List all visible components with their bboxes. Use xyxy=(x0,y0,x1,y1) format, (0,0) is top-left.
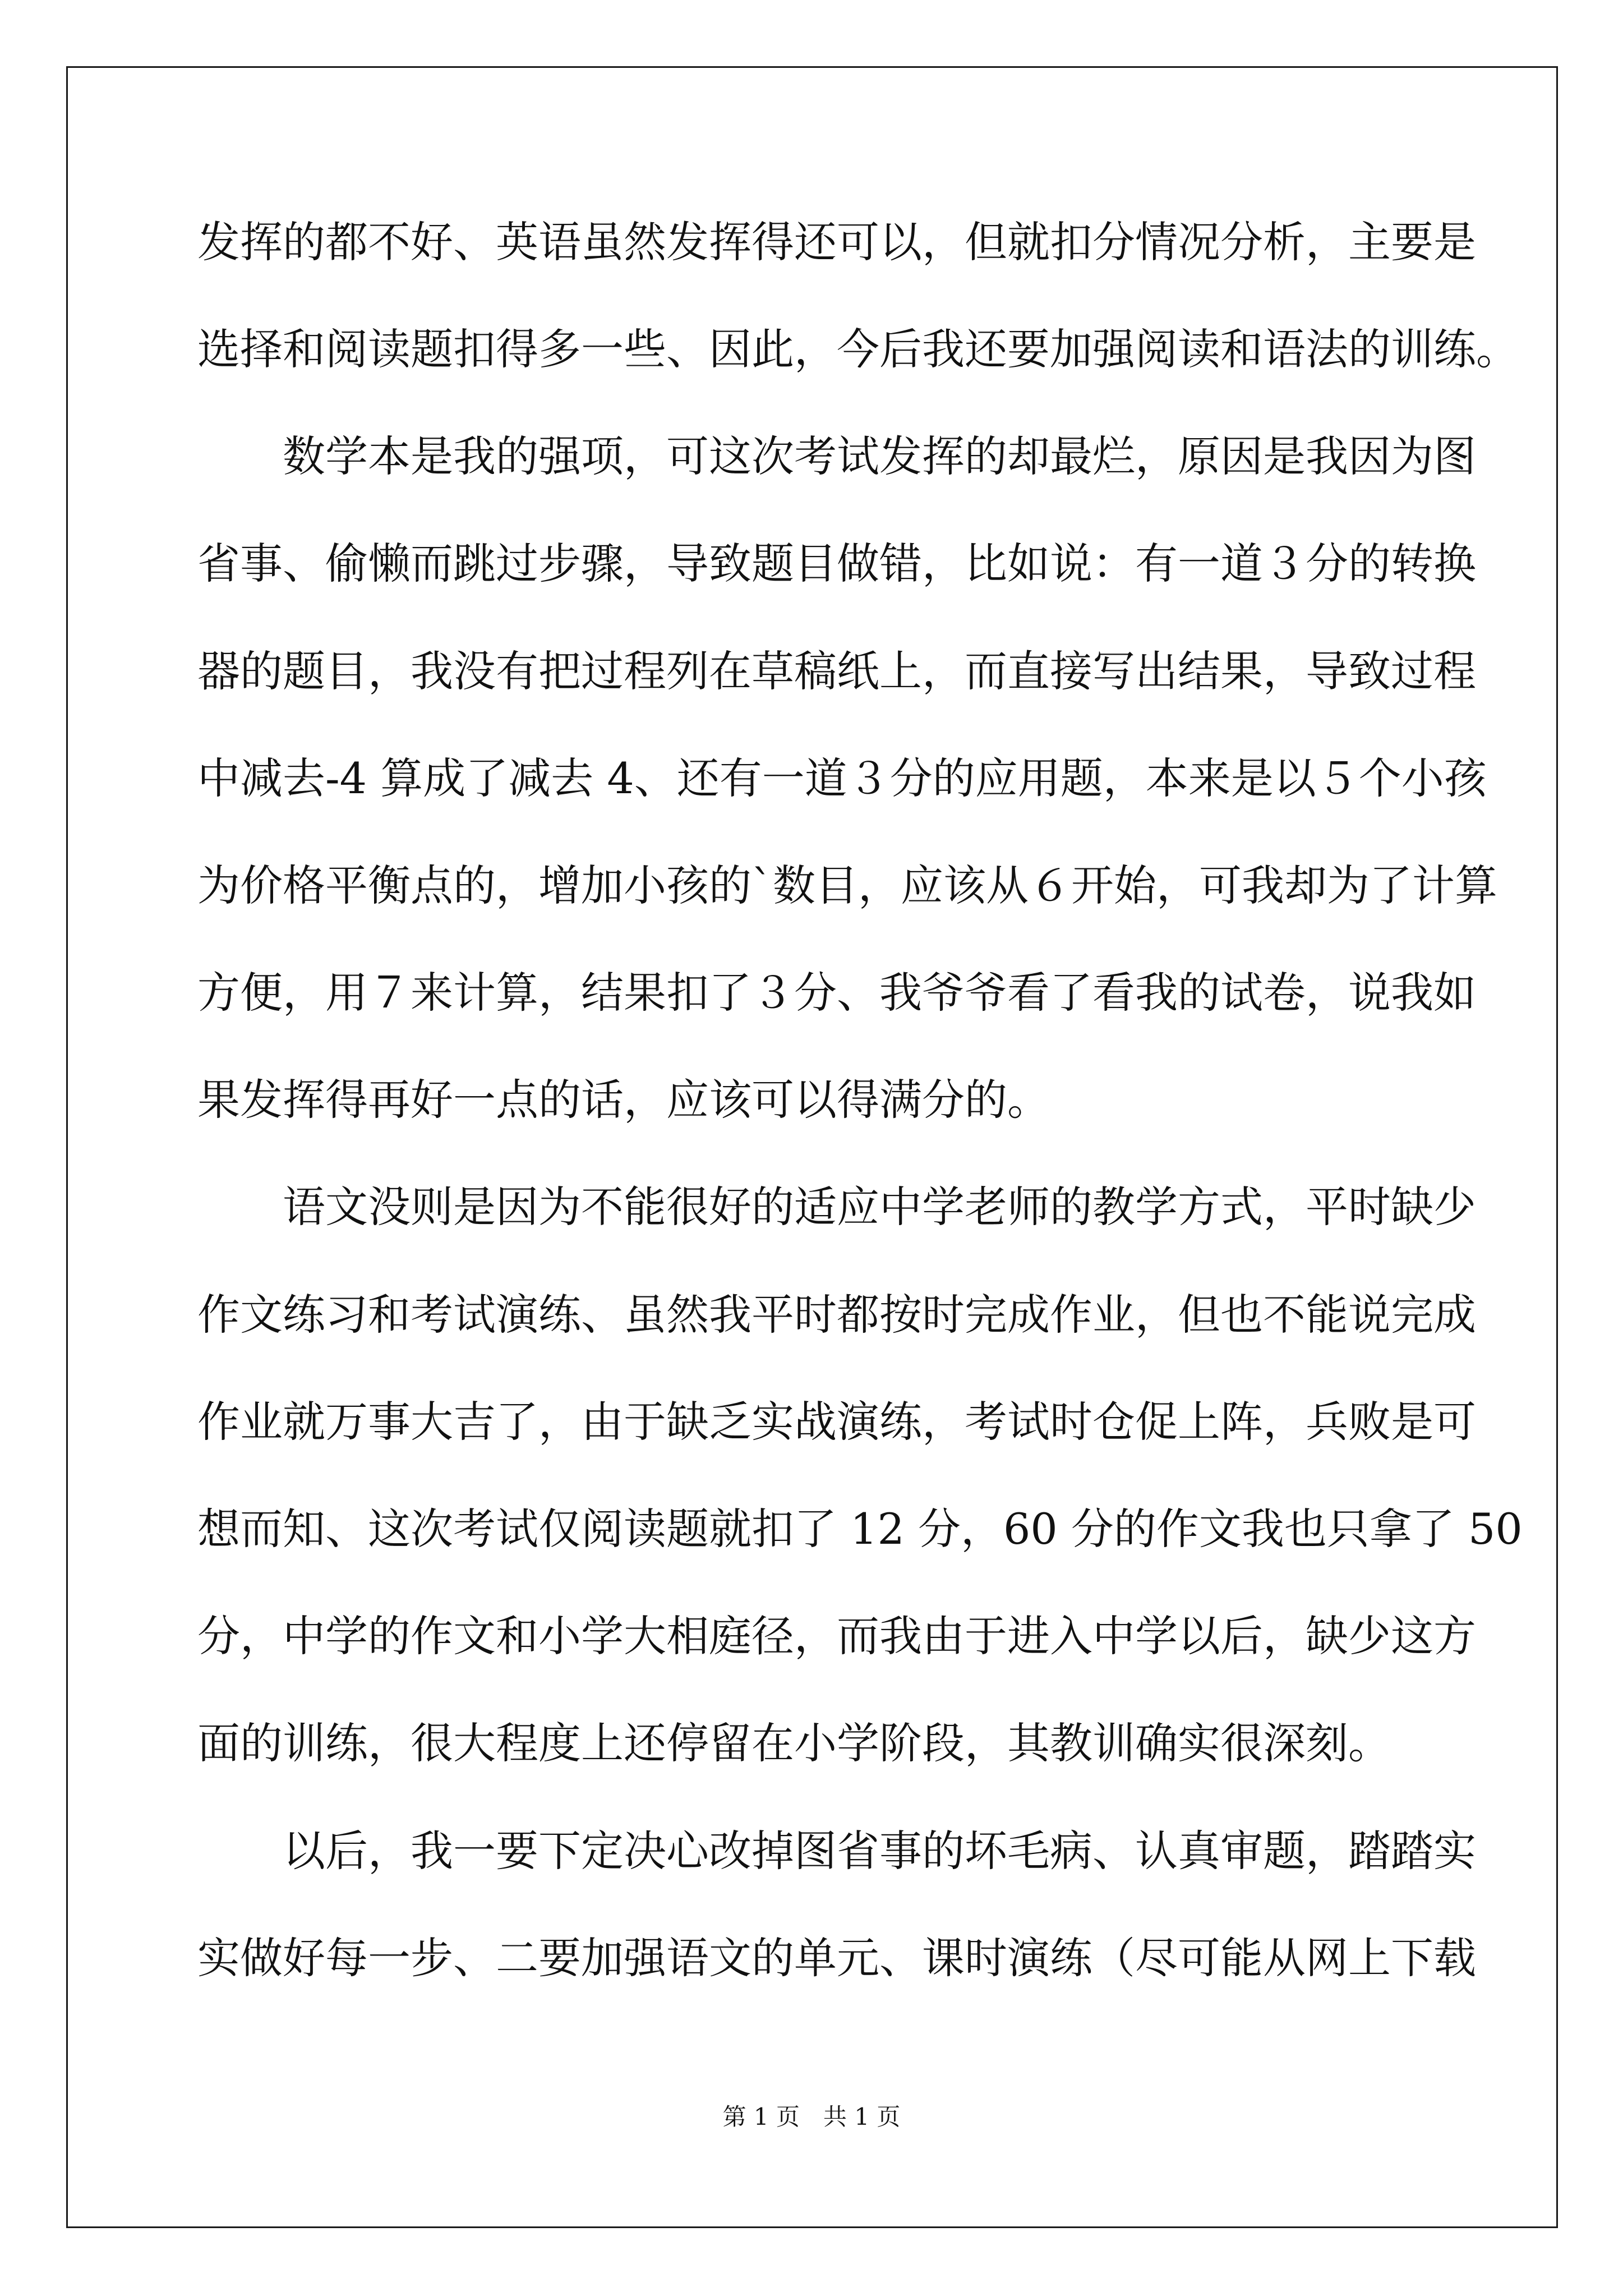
text-line: 果发挥得再好一点的话，应该可以得满分的。 xyxy=(197,1075,1050,1125)
text-line: 省事、偷懒而跳过步骤，导致题目做错，比如说：有一道３分的转换 xyxy=(197,539,1476,588)
text-line: 语文没则是因为不能很好的适应中学老师的教学方式，平时缺少 xyxy=(197,1182,1476,1232)
text-line: 器的题目，我没有把过程列在草稿纸上，而直接写出结果，导致过程 xyxy=(197,646,1476,696)
text-line: 分，中学的作文和小学大相庭径，而我由于进入中学以后，缺少这方 xyxy=(197,1611,1476,1661)
text-line: 想而知、这次考试仅阅读题就扣了 12 分，60 分的作文我也只拿了 50 xyxy=(197,1504,1523,1554)
text-line: 以后，我一要下定决心改掉图省事的坏毛病、认真审题，踏踏实 xyxy=(197,1826,1476,1876)
text-line: 作文练习和考试演练、虽然我平时都按时完成作业，但也不能说完成 xyxy=(197,1290,1476,1340)
page-footer: 第 1 页 共 1 页 xyxy=(722,2103,901,2131)
text-line: 面的训练，很大程度上还停留在小学阶段，其教训确实很深刻。 xyxy=(197,1718,1391,1768)
text-line: 发挥的都不好、英语虽然发挥得还可以，但就扣分情况分析，主要是 xyxy=(197,217,1476,267)
text-line: 作业就万事大吉了，由于缺乏实战演练，考试时仓促上阵，兵败是可 xyxy=(197,1397,1476,1447)
text-line: 数学本是我的强项，可这次考试发挥的却最烂，原因是我因为图 xyxy=(197,431,1476,481)
text-line: 选择和阅读题扣得多一些、因此，今后我还要加强阅读和语法的训练。 xyxy=(197,324,1519,374)
text-line: 中减去-4 算成了减去 4、还有一道３分的应用题，本来是以５个小孩 xyxy=(197,753,1487,803)
text-line: 方便，用７来计算，结果扣了３分、我爷爷看了看我的试卷，说我如 xyxy=(197,968,1476,1018)
page-border xyxy=(66,66,1558,2228)
text-line: 为价格平衡点的，增加小孩的`数目，应该从６开始，可我却为了计算 xyxy=(197,861,1497,910)
text-line: 实做好每一步、二要加强语文的单元、课时演练（尽可能从网上下载 xyxy=(197,1933,1476,1983)
